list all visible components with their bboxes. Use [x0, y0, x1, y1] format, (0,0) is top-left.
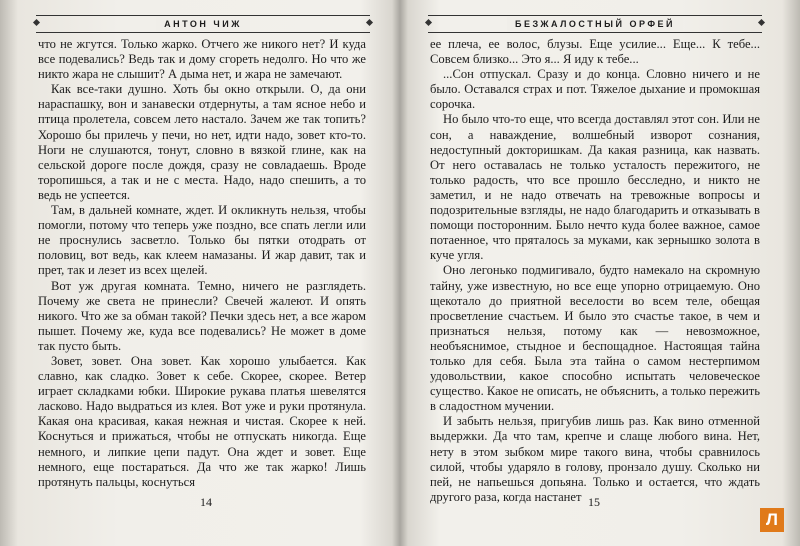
- paragraph: ...Сон отпускал. Сразу и до конца. Словно ничего и не было. Оставался страх и пот. Тяжелое дыхание и промокшая сорочка.: [430, 67, 760, 112]
- running-header-left: [36, 15, 370, 33]
- page-number: 14: [200, 495, 212, 509]
- paragraph: ее плеча, ее волос, блузы. Еще усилие... Еще... К тебе... Совсем близко... Это я... Я иду к тебе...: [430, 37, 760, 67]
- publisher-logo-icon: Л: [760, 508, 784, 532]
- body-text-left: [38, 37, 366, 490]
- paragraph: И забыть нельзя, пригубив лишь раз. Как вино отменной выдержки. Да что там, крепче и слаще любого вина. Нет, нету в этом зыбком мире такого вина, чтобы сравнилось силой, чтобы ударяло в голову, пронзало душу. Сколько ни пей, не напьешься допьяна. Только и остается, что ждать другого раза, когда настанет: [430, 414, 760, 504]
- paragraph: Но было что-то еще, что всегда доставлял этот сон. Или не сон, а наваждение, волшебный изворот сознания, недоступный докторишкам. Да какая разница, как назвать. От него оставалась не только усталость пережитого, не только радость, что все прошло бесследно, и никто не заметил, и не надо отвечать на тревожные вопросы и подозрительные взгляды, не надо благодарить и отказывать в помощи посторонним. Было нечто куда более важное, самое потаенное, что пряталось за муками, как зернышко золота в куче угля.: [430, 112, 760, 263]
- paragraph: Оно легонько подмигивало, будто намекало на скромную тайну, уже известную, но все еще упорно отрицаемую. Оно щекотало до приятной веселости во всем теле, обещая просветление счастьем. И было это счастье такое, в чем и признаться нельзя, потому как — невозможное, необъяснимое, стыдное и беспощадное. Настоящая тайна только для себя. Была эта тайна о самом нестерпимом удовольствии, какое способно испытать человеческое существо. Какое не описать, не объяснить, а только пережить в сладостном мучении.: [430, 263, 761, 414]
- header-ornament-icon: [758, 19, 765, 26]
- page-number: 15: [588, 495, 600, 509]
- running-header-title: БЕЗЖАЛОСТНЫЙ ОРФЕЙ: [507, 17, 683, 31]
- paragraph: Вот уж другая комната. Темно, ничего не разглядеть. Почему же света не принесли? Свечей жалеют. И опять никого. Что же за обман такой? Печки здесь нет, а все жаром пышет. Почему же, куда все подевались? Не может в доме так пусто быть.: [38, 278, 366, 353]
- paragraph: Зовет, зовет. Она зовет. Как хорошо улыбается. Как славно, как сладко. Зовет к себе. Скорее, скорее. Ветер играет складками юбки. Широкие рукава платья шевелятся ласково. Надо выдраться из клея. Вот уже и руки протянула. Какая она красивая, какая нежная и чистая. Скорее к ней. Коснуться и прижаться, чтобы не отпускать никогда. Еще немного, и липкие цепи падут. Она ждет и зовет. Еще немного, еще постараться. Да что же так жарко! Лишь протянуть пальцы, коснуться: [38, 353, 366, 489]
- header-ornament-icon: [33, 19, 40, 26]
- header-ornament-icon: [425, 19, 432, 26]
- paragraph: Там, в дальней комнате, ждет. И окликнуть нельзя, чтобы помогли, потому что теперь уже поздно, все спать легли или не проснулись засветло. Только бы пятки отодрать от половиц, вот ведь, как клеем намазаны. И жар давит, так и прет, так и лезет из всех щелей.: [38, 203, 366, 278]
- right-page: [400, 0, 800, 546]
- body-text-right: [430, 37, 760, 505]
- running-header-right: [428, 15, 762, 33]
- paragraph: что не жгутся. Только жарко. Отчего же никого нет? И куда все подевались? Ведь так и дому сгореть недолго. Но что же никто жара не слышит? А дыма нет, и жара не замечают.: [38, 37, 366, 82]
- header-ornament-icon: [366, 19, 373, 26]
- paragraph: Как все-таки душно. Хоть бы окно открыли. О, да они нараспашку, вон и занавески отдернуты, а там ясное небо и птица пролетела, совсем лето настало. Зачем же так топить? Хорошо бы прилечь у печи, но нет, идти надо, зовет кто-то. Ноги не слушаются, тонут, словно в вязкой глине, как на сельской дороге после дождя, сразу не совладаешь. Вроде торопишься, а так и не с места. Надо, надо спешить, а то ведь не успеется.: [38, 82, 366, 202]
- running-header-title: АНТОН ЧИЖ: [156, 17, 250, 31]
